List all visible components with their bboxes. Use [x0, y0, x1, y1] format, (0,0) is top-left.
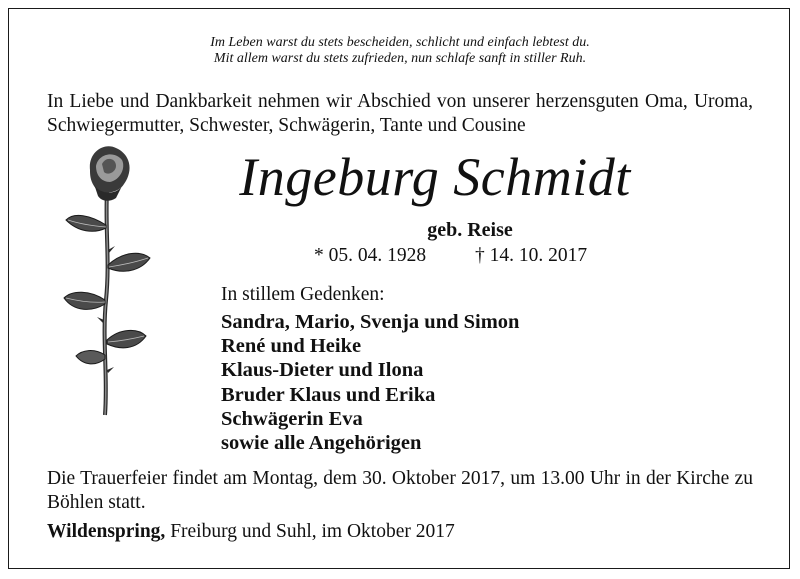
deceased-name: Ingeburg Schmidt [239, 147, 631, 207]
birth-name: geb. Reise [427, 219, 513, 241]
memory-label: In stillem Gedenken: [221, 284, 385, 305]
mourner-item: Schwägerin Eva [221, 407, 363, 430]
mourner-item: Sandra, Mario, Svenja und Simon [221, 311, 520, 333]
motto-verse [0, 35, 800, 66]
place-date-line [47, 520, 455, 544]
mourner-item: sowie alle Angehörigen [221, 432, 422, 455]
place-town: Wildenspring, [47, 521, 166, 542]
funeral-notice: Die Trauerfeier findet am Montag, dem 30. Oktober 2017, um 13.00 Uhr in der Kirche zu Böhlen statt. [47, 468, 753, 513]
motto-line-2: Mit allem warst du stets zufrieden, nun schlafe sanft in stiller Ruh. [213, 50, 587, 66]
mourner-item: Klaus-Dieter und Ilona [221, 359, 424, 382]
death-date: † 14. 10. 2017 [475, 245, 588, 266]
rose-illustration [60, 140, 155, 430]
mourner-item: Bruder Klaus und Erika [221, 383, 436, 406]
mourners-list [221, 310, 519, 455]
birth-date: * 05. 04. 1928 [314, 245, 427, 266]
intro-text: In Liebe und Dankbarkeit nehmen wir Abschied von unserer herzensguten Oma, Uroma, Schwiegermutter, Schwester, Schwägerin, Tante und Cousine [47, 91, 753, 136]
motto-line-1: Im Leben warst du stets bescheiden, schlicht und einfach lebtest du. [210, 35, 590, 50]
place-rest: Freiburg und Suhl, im Oktober 2017 [165, 521, 455, 542]
mourner-item: René und Heike [221, 335, 362, 358]
